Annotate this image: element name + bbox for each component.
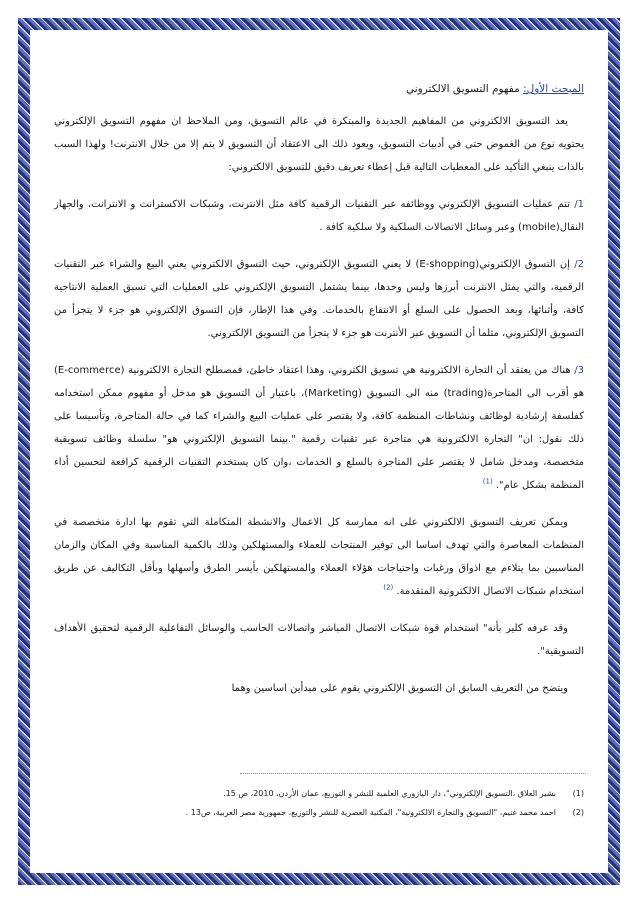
definition-paragraph-text: ويمكن تعريف التسويق الالكتروني على انه ممارسة كل الاعمال والانشطة المتكاملة التي تقوم بها ادارة متخصصة في المنظمات المعاصرة والتي تهدف اساسا الى توفير المنتجات للعملاء والمستهلكين وذلك بالكمية المناسبة وفي المكان والزمان المناسبين بما يتلاءم مع اذواق ورغبات واحتياجات هؤلاء العملاء والمستهلكين بأيسر الطرق وأسهلها وبأقل التكاليف عن طريق استخدام شبكات الاتصال الالكترونية المتقدمة. bbox=[54, 517, 584, 597]
definition-paragraph bbox=[54, 511, 584, 603]
kotler-definition-paragraph bbox=[54, 617, 584, 663]
point-1-text: تتم عمليات التسويق الإلكتروني ووظائفه عبر التقنيات الرقمية كافة مثل الانترنت، وشبكات الاكسترانت و الانترانت، والجهاز النقال(mobile) وعبر وسائل الاتصالات السلكية ولا سلكية كافة . bbox=[54, 199, 584, 233]
footnote-text: بشير العلاق ،التسويق الإلكتروني"، دار اليازوري العلمية للنشر و التوزيع، عمان الأردن، 2010، ص 15. bbox=[223, 789, 556, 798]
document-body bbox=[54, 78, 584, 714]
point-3-number: 3/ bbox=[574, 365, 584, 376]
kotler-definition-text: وقد عرفه كلير بأنه" استخدام قوة شبكات الاتصال المباشر واتصالات الحاسب والوسائل التفاعلية الرقمية لتحقيق الأهداف التسويقية". bbox=[54, 623, 584, 657]
footnote-item bbox=[54, 784, 584, 803]
footnote-item bbox=[54, 803, 584, 822]
point-1-number: 1/ bbox=[574, 199, 584, 210]
section-heading bbox=[54, 78, 584, 101]
point-2-number: 2/ bbox=[574, 259, 584, 270]
footnote-ref-2: (2) bbox=[383, 583, 394, 592]
footnote-ref-1: (1) bbox=[482, 477, 493, 486]
footnotes bbox=[54, 784, 584, 822]
closing-paragraph-text: ويتضح من التعريف السابق ان التسويق الإلكتروني يقوم على مبدأين اساسين وهما bbox=[231, 683, 568, 694]
closing-paragraph bbox=[54, 677, 584, 700]
section-heading-label: المبحث الأول: bbox=[523, 83, 584, 95]
intro-paragraph-text: يعد التسويق الالكتروني من المفاهيم الجديدة والمبتكرة في عالم التسويق، ومن الملاحظ ان مفهوم التسويق الإلكتروني يحتويه نوع من الغموض حتى في أدبيات التسويق، ويعود ذلك الى الاعتقاد أن التسويق لا يتم إلا من خلال الانترنت! ولهذا السبب بالذات ينبغي التأكيد على المعطيات التالية قبل إعطاء تعريف دقيق للتسويق الالكتروني: bbox=[54, 116, 584, 173]
footnote-text: احمد محمد غنيم، "التسويق والتجارة الالكترونية"، المكتبة العصرية للنشر والتوزيع، جمهورية مصر العربية، ص13 . bbox=[185, 808, 556, 817]
point-3-text: هناك من يعتقد أن التجارة الالكترونية هي تسويق الكتروني، وهذا اعتقاد خاطئ، فمصطلح التجارة الالكترونية (E-commerce) هو أقرب الى المتاجرة(trading) منه الى التسويق (Marketing)، باعتبار أن التسويق هو مدخل أو مفهوم ممكن استخدامه كفلسفة إرشادية لوظائف ونشاطات المنظمة كافة، ولا يقتصر على عمليات البيع والشراء كما في حالة المتاجرة، وتأسيسا على ذلك نقول: ان" التجارة الالكترونية هي متاجرة عبر تقنيات رقمية ".بينما التسويق الإلكتروني هو" سلسلة وظائف تسويقية متخصصة، ومدخل شامل لا يقتصر على المتاجرة بالسلع و الخدمات ،وان كان يستخدم التقنيات الرقمية كرافعة لتحسين أداء المنظمة بشكل عام". bbox=[54, 365, 584, 491]
point-3-paragraph bbox=[54, 359, 584, 497]
point-2-paragraph bbox=[54, 253, 584, 345]
intro-paragraph bbox=[54, 110, 584, 179]
footnote-mark: (1) bbox=[572, 789, 584, 798]
footnote-mark: (2) bbox=[572, 808, 584, 817]
point-2-text: إن التسوق الإلكتروني(E-shopping) لا يعني التسويق الإلكتروني، حيث التسوق الالكتروني يعني البيع والشراء عبر التقنيات الرقمية، والتي يمثل الانترنت أبرزها وليس وحدها، بينما يشتمل التسويق الإلكتروني على العمليات التي تسبق العملية الانتاجية كافة، وأثنائها، وبعد الحصول على السلع أو الانتفاع بالخدمات. وفي هذا الإطار، فإن التسوق الإلكتروني هو جزء لا يتجزأ من التسويق الإلكتروني، مثلما أن التسويق عبر الأنترنت هو جزء لا يتجزأ من التسويق الإلكتروني. bbox=[54, 259, 584, 339]
section-heading-title: مفهوم التسويق الالكتروني bbox=[405, 83, 520, 95]
point-1-paragraph bbox=[54, 193, 584, 239]
footnote-divider bbox=[240, 773, 586, 774]
